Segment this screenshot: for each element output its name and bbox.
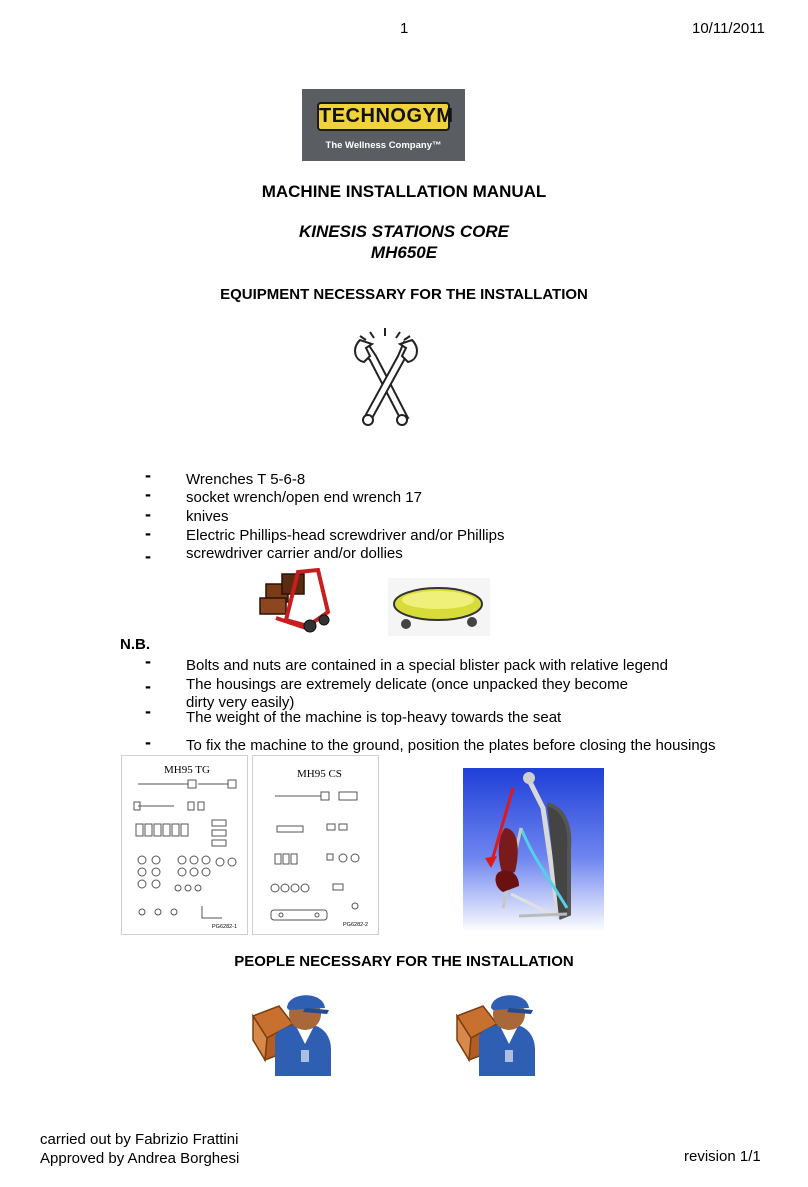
dolly-image [388,578,490,636]
equipment-item: socket wrench/open end wrench 17 [186,489,422,506]
equipment-item: knives [186,508,229,525]
blister-pack-tg-diagram [121,755,248,935]
blister-cs-title: MH95 CS [297,768,342,780]
worker-icon [249,980,333,1076]
bullet-dash: - [145,484,151,504]
blister-tg-parts [128,778,242,928]
logo-tagline: The Wellness Company™ [325,140,442,151]
equipment-item: Wrenches T 5-6-8 [186,471,306,488]
nb-item-continued: dirty very easily) [186,694,295,711]
product-model: MH650E [370,243,438,262]
machine-render-image [463,768,604,932]
technogym-logo [302,89,465,161]
bullet-dash: - [145,523,151,543]
bullet-dash: - [145,465,151,485]
blister-pack-cs-diagram [252,755,379,935]
worker-icon [453,980,537,1076]
bullet-dash: - [145,546,151,566]
header-date: 10/11/2011 [692,20,765,37]
bullet-dash: - [145,732,151,752]
nb-item: The housings are extremely delicate (once unpacked they become [186,676,628,693]
blister-tg-code: PG6282-1 [212,924,238,930]
hand-truck-image [258,568,344,634]
blister-cs-parts [261,782,375,928]
nb-item: To fix the machine to the ground, position the plates before closing the housings [186,737,716,754]
footer-author: carried out by Fabrizio Frattini [40,1131,239,1148]
blister-tg-title: MH95 TG [164,764,210,776]
bullet-dash: - [145,701,151,721]
equipment-item: screwdriver carrier and/or dollies [186,545,403,562]
equipment-heading: EQUIPMENT NECESSARY FOR THE INSTALLATION [220,286,588,303]
equipment-item: Electric Phillips-head screwdriver and/or Phillips [186,527,505,544]
blister-cs-code: PG6282-2 [343,922,369,928]
people-heading: PEOPLE NECESSARY FOR THE INSTALLATION [234,953,574,970]
nb-item: The weight of the machine is top-heavy towards the seat [186,709,562,726]
footer-approved: Approved by Andrea Borghesi [40,1150,240,1167]
bullet-dash: - [145,651,151,671]
document-title: MACHINE INSTALLATION MANUAL [261,182,547,201]
logo-brand: TECHNOGYM [317,102,450,131]
page-number: 1 [400,20,409,37]
nb-label: N.B. [120,636,150,653]
crossed-tools-icon [340,326,430,434]
nb-item: Bolts and nuts are contained in a special blister pack with relative legend [186,657,668,674]
bullet-dash: - [145,676,151,696]
bullet-dash: - [145,504,151,524]
product-line: KINESIS STATIONS CORE [298,222,509,241]
footer-revision: revision 1/1 [684,1148,761,1165]
